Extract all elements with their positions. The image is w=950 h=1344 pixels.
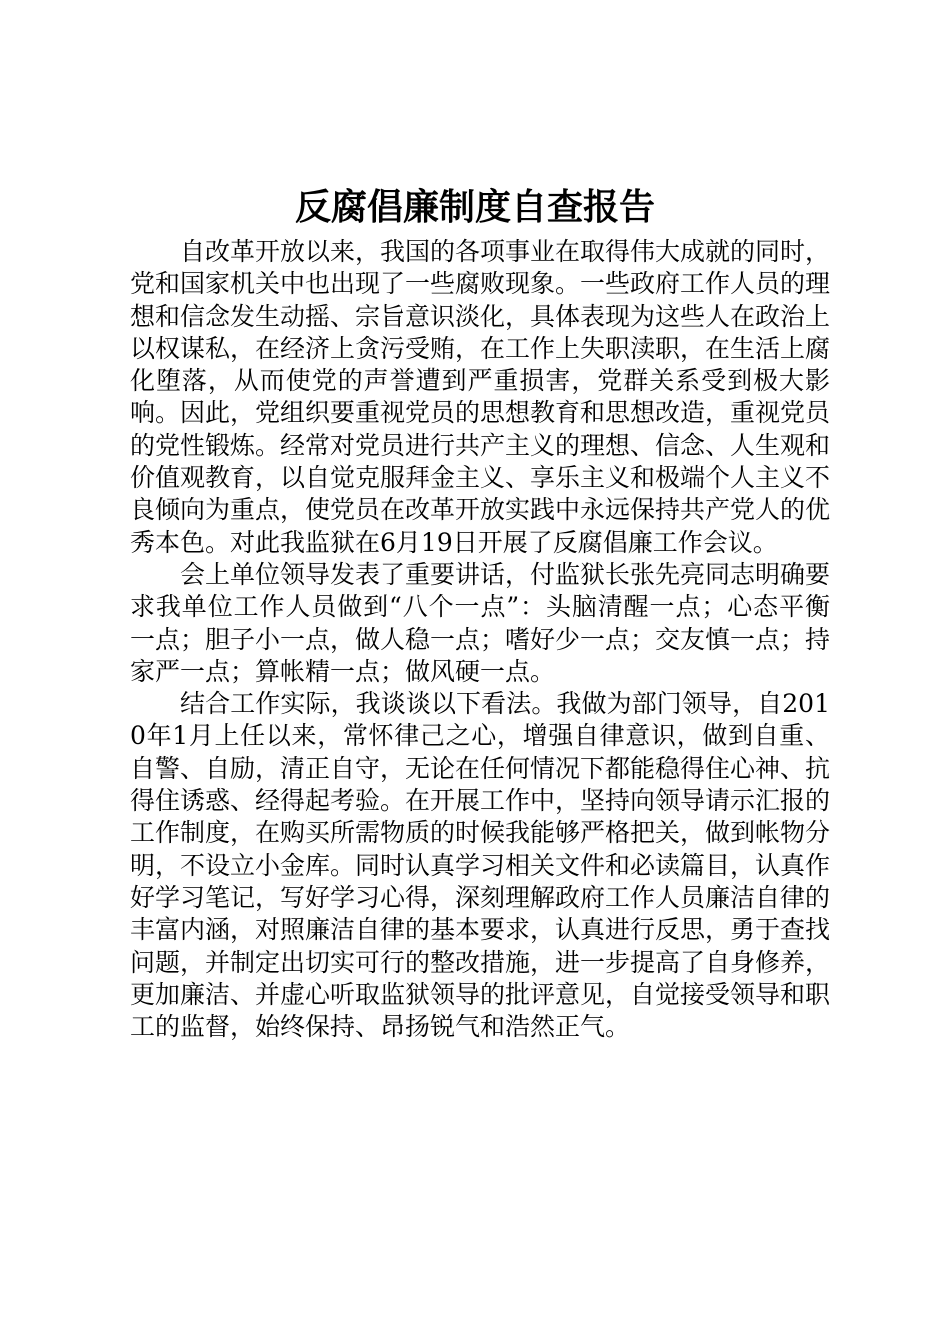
- document-title: 反腐倡廉制度自查报告: [294, 187, 655, 228]
- paragraph-3: 结合工作实际，我谈谈以下看法。我做为部门领导，自2010年1月上任以来，常怀律己之心，增强自律意识，做到自重、自警、自励，清正自守，无论在任何情况下都能稳得住心神、抗得住诱惑、经得起考验。在开展工作中，坚持向领导请示汇报的工作制度，在购买所需物质的时候我能够严格把关，做到帐物分明，不设立小金库。同时认真学习相关文件和必读篇目，认真作好学习笔记，写好学习心得，深刻理解政府工作人员廉洁自律的丰富内涵，对照廉洁自律的基本要求，认真进行反思，勇于查找问题，并制定出切实可行的整改措施，进一步提高了自身修养，更加廉洁、并虚心听取监狱领导的批评意见，自觉接受领导和职工的监督，始终保持、昂扬锐气和浩然正气。: [130, 689, 831, 1042]
- paragraph-1: 自改革开放以来，我国的各项事业在取得伟大成就的同时，党和国家机关中也出现了一些腐败现象。一些政府工作人员的理想和信念发生动摇、宗旨意识淡化，具体表现为这些人在政治上以权谋私，在经济上贪污受贿，在工作上失职渎职，在生活上腐化堕落，从而使党的声誉遭到严重损害，党群关系受到极大影响。因此，党组织要重视党员的思想教育和思想改造，重视党员的党性锻炼。经常对党员进行共产主义的理想、信念、人生观和价值观教育，以自觉克服拜金主义、享乐主义和极端个人主义不良倾向为重点，使党员在改革开放实践中永远保持共产党人的优秀本色。对此我监狱在6月19日开展了反腐倡廉工作会议。: [130, 237, 831, 557]
- document-body: [130, 236, 830, 1043]
- paragraph-2: 会上单位领导发表了重要讲话，付监狱长张先亮同志明确要求我单位工作人员做到“八个一点”：头脑清醒一点；心态平衡一点；胆子小一点，做人稳一点；嗜好少一点；交友慎一点；持家严一点；算帐精一点；做风硬一点。: [130, 559, 831, 686]
